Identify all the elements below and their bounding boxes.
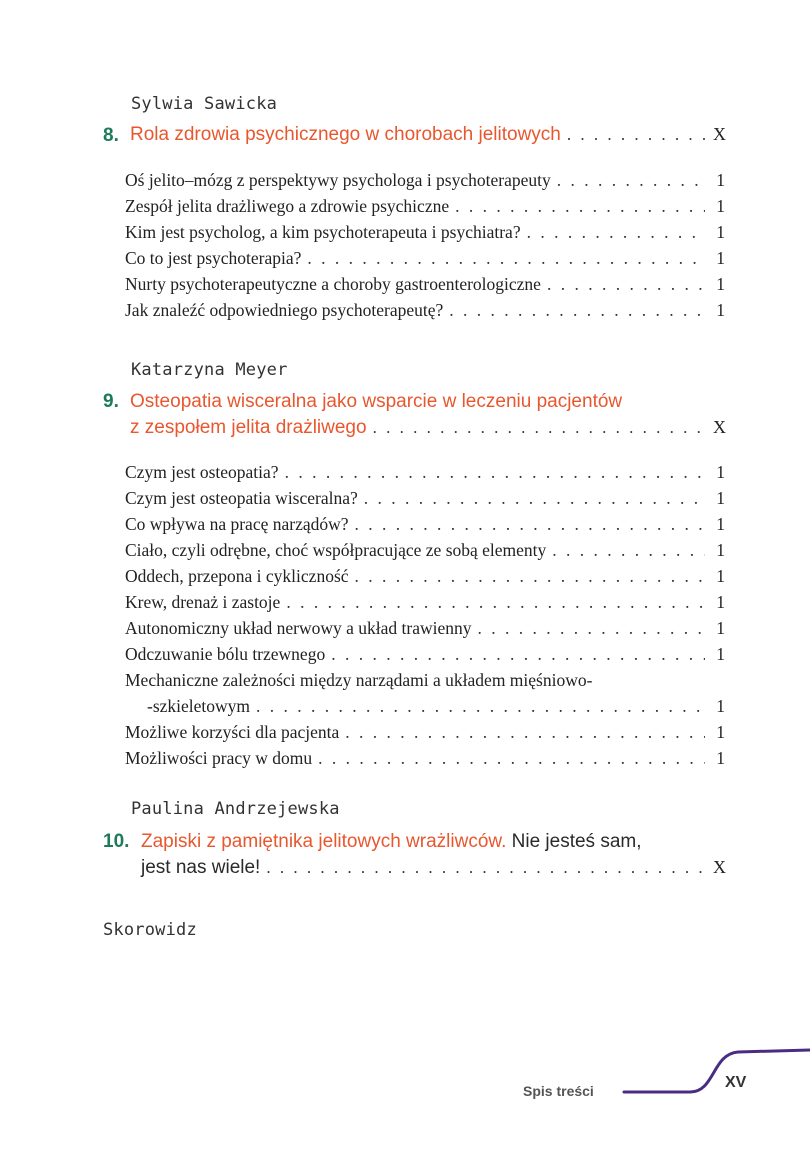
chapter-title-tail: Nie jesteś sam, [511, 831, 642, 852]
chapter-title: Rola zdrowia psychicznego w chorobach jelitowych [130, 124, 561, 145]
toc-entry-page: 1 [716, 618, 725, 638]
toc-entry-title: Odczuwanie bólu trzewnego [125, 644, 326, 664]
chapter-number: 10. [103, 831, 130, 852]
toc-entry[interactable] [125, 618, 725, 639]
leader-dots [318, 748, 705, 769]
toc-entry-title: Kim jest psycholog, a kim psychoterapeuta i psychiatra? [125, 222, 521, 242]
toc-entry-page: 1 [716, 462, 725, 482]
toc-entry[interactable] [125, 248, 725, 269]
leader-dots [355, 514, 705, 535]
leader-dots [331, 644, 705, 665]
toc-entry-page: 1 [716, 248, 725, 268]
toc-entry[interactable] [125, 566, 725, 587]
leader-dots [307, 248, 705, 269]
toc-entry-page: 1 [716, 274, 725, 294]
toc-entry-title: Możliwości pracy w domu [125, 748, 313, 768]
toc-entry-title: Czym jest osteopatia wisceralna? [125, 488, 358, 508]
leader-dots [478, 618, 705, 639]
leader-dots [355, 566, 705, 587]
toc-entry-title: Oś jelito–mózg z perspektywy psychologa i psychoterapeuty [125, 170, 551, 190]
toc-entry[interactable] [147, 696, 725, 717]
toc-entry-title-line1[interactable]: Mechaniczne zależności między narządami a układem mięśniowo- [125, 670, 593, 690]
toc-entry-title: Co to jest psychoterapia? [125, 248, 302, 268]
author-name: Paulina Andrzejewska [131, 799, 340, 819]
chapter-title: Osteopatia wisceralna jako wsparcie w leczeniu pacjentów [130, 391, 623, 412]
chapter-page: X [713, 857, 726, 877]
toc-entry[interactable] [125, 722, 725, 743]
leader-dots [449, 300, 705, 321]
toc-entry-page: 1 [716, 748, 725, 768]
chapter-title-continued: z zespołem jelita drażliwego [130, 417, 367, 438]
chapter-title-line2[interactable] [141, 857, 726, 879]
leader-dots [557, 170, 705, 191]
toc-entry-page: 1 [716, 722, 725, 742]
toc-entry-title: Oddech, przepona i cykliczność [125, 566, 349, 586]
toc-entry[interactable] [125, 274, 725, 295]
toc-entry-title: -szkieletowym [147, 696, 251, 716]
chapter-title-line1[interactable] [130, 389, 622, 415]
leader-dots [364, 488, 705, 509]
leader-dots [256, 696, 705, 717]
toc-entry-page: 1 [716, 222, 725, 242]
chapter-title-continued: jest nas wiele! [141, 857, 261, 878]
toc-entry[interactable] [125, 300, 725, 321]
toc-entry-page: 1 [716, 540, 725, 560]
author-name: Katarzyna Meyer [131, 360, 288, 380]
toc-entry[interactable] [125, 748, 725, 769]
toc-entry-page: 1 [716, 592, 725, 612]
toc-entry-title: Czym jest osteopatia? [125, 462, 279, 482]
toc-entry-title: Autonomiczny układ nerwowy a układ trawienny [125, 618, 472, 638]
toc-entry-page: 1 [716, 644, 725, 664]
toc-entry[interactable] [125, 540, 725, 561]
leader-dots [286, 592, 705, 613]
leader-dots [567, 125, 706, 145]
leader-dots [266, 858, 706, 878]
leader-dots [345, 722, 705, 743]
toc-entry[interactable] [125, 644, 725, 665]
toc-entry-title: Ciało, czyli odrębne, choć współpracujące ze sobą elementy [125, 540, 547, 560]
toc-entry[interactable] [125, 592, 725, 613]
leader-dots [552, 540, 705, 561]
toc-entry-page: 1 [716, 696, 725, 716]
chapter-title-line1[interactable] [141, 829, 642, 855]
chapter-number: 8. [103, 125, 119, 146]
toc-entry-title: Co wpływa na pracę narządów? [125, 514, 349, 534]
chapter-title-line[interactable] [130, 124, 726, 146]
leader-dots [547, 274, 705, 295]
toc-entry-page: 1 [716, 514, 725, 534]
chapter-title-line2[interactable] [130, 417, 726, 439]
toc-entry[interactable] [125, 462, 725, 483]
chapter-title: Zapiski z pamiętnika jelitowych wrażliwców. [141, 831, 507, 852]
chapter-number: 9. [103, 391, 119, 412]
footer-accent-curve [620, 1046, 810, 1096]
leader-dots [373, 418, 706, 438]
leader-dots [285, 462, 705, 483]
author-name: Sylwia Sawicka [131, 94, 278, 114]
toc-entry-page: 1 [716, 488, 725, 508]
toc-entry[interactable] [125, 196, 725, 217]
toc-entry[interactable] [125, 170, 725, 191]
footer-section-label: Spis treści [523, 1083, 594, 1099]
toc-entry-title: Zespół jelita drażliwego a zdrowie psychiczne [125, 196, 450, 216]
leader-dots [455, 196, 705, 217]
toc-entry[interactable] [125, 222, 725, 243]
chapter-page: X [713, 417, 726, 437]
index-heading[interactable]: Skorowidz [103, 920, 197, 940]
toc-entry[interactable] [125, 488, 725, 509]
toc-entry-title: Nurty psychoterapeutyczne a choroby gastroenterologiczne [125, 274, 541, 294]
toc-entry-page: 1 [716, 170, 725, 190]
chapter-page: X [713, 124, 726, 144]
page-number: XV [725, 1074, 747, 1091]
toc-entry-title: Jak znaleźć odpowiedniego psychoterapeutę? [125, 300, 444, 320]
toc-entry-title: Krew, drenaż i zastoje [125, 592, 281, 612]
toc-entry-page: 1 [716, 566, 725, 586]
toc-entry-page: 1 [716, 196, 725, 216]
toc-entry-page: 1 [716, 300, 725, 320]
leader-dots [527, 222, 705, 243]
toc-entry-title: Możliwe korzyści dla pacjenta [125, 722, 340, 742]
toc-entry[interactable] [125, 514, 725, 535]
